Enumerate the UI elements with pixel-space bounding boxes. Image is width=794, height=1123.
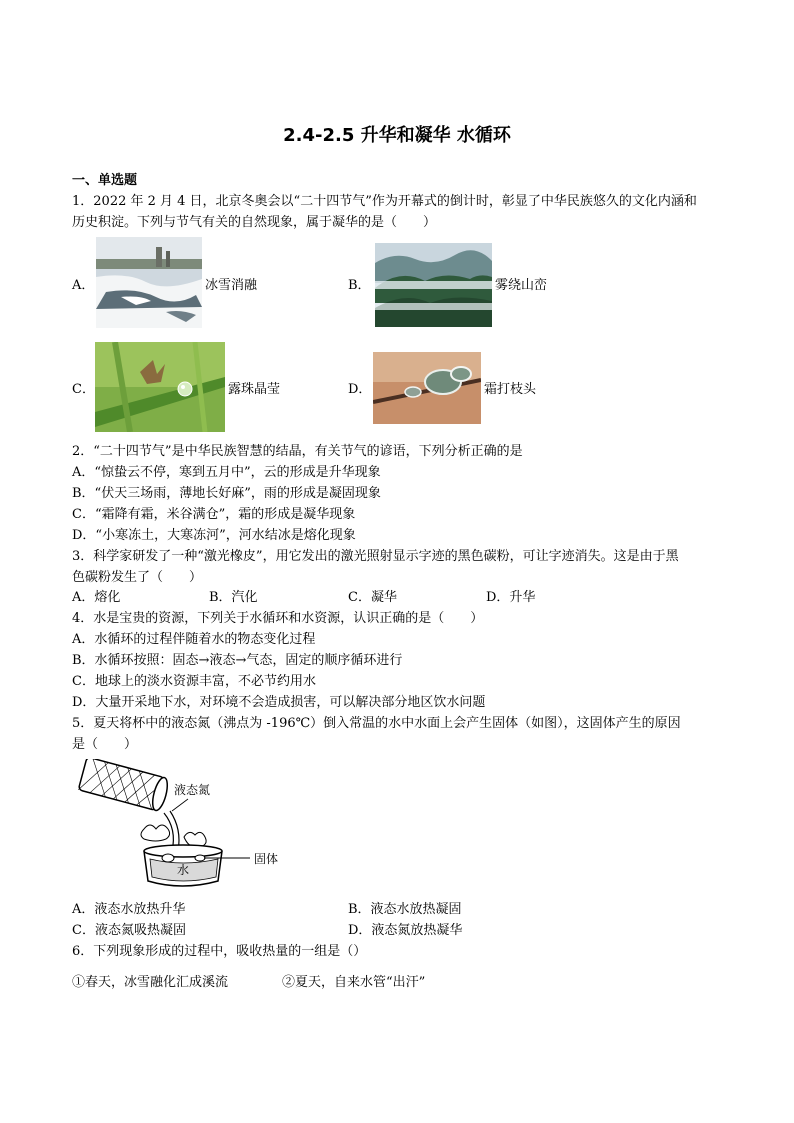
- q1-option-a-letter[interactable]: A．: [72, 278, 95, 293]
- q3-option-c[interactable]: C．凝华: [348, 590, 397, 605]
- q1-option-b-image: [375, 243, 492, 327]
- q1-option-b-caption: 雾绕山峦: [495, 278, 548, 293]
- q6-stem: 6．下列现象形成的过程中，吸收热量的一组是（）: [72, 944, 367, 959]
- q3-option-b[interactable]: B．汽化: [209, 590, 258, 605]
- q3-stem-line1: 3．科学家研发了一种“激光橡皮”，用它发出的激光照射显示字迹的黑色碳粉，可让字迹消失。这是由于黑: [72, 549, 679, 564]
- section-heading: 一、单选题: [72, 173, 138, 188]
- q1-stem-line2: 历史积淀。下列与节气有关的自然现象，属于凝华的是（ ）: [72, 215, 437, 230]
- q6-item-1: ①春天，冰雪融化汇成溪流: [72, 975, 229, 990]
- q5-figure-label-solid: 固体: [254, 852, 279, 866]
- q3-option-d[interactable]: D．升华: [486, 590, 536, 605]
- q2-option-a[interactable]: A．“惊蛰云不停，寒到五月中”，云的形成是升华现象: [72, 465, 381, 480]
- q6-item-2: ②夏天，自来水管“出汗”: [282, 975, 426, 990]
- q1-option-a-caption: 冰雪消融: [205, 278, 258, 293]
- q1-option-c-caption: 露珠晶莹: [228, 382, 281, 397]
- q5-option-c[interactable]: C．液态氮吸热凝固: [72, 923, 186, 938]
- q1-option-a-image: [96, 237, 202, 328]
- q5-figure: [72, 759, 292, 894]
- q1-option-c-letter[interactable]: C．: [72, 382, 95, 397]
- q1-option-d-caption: 霜打枝头: [484, 382, 537, 397]
- q2-option-d[interactable]: D．“小寒冻土，大寒冻河”，河水结冰是熔化现象: [72, 528, 356, 543]
- q4-option-d[interactable]: D．大量开采地下水，对环境不会造成损害，可以解决部分地区饮水问题: [72, 695, 486, 710]
- q5-stem-line1: 5．夏天将杯中的液态氮（沸点为 -196℃）倒入常温的水中水面上会产生固体（如图），这固体产生的原因: [72, 716, 681, 731]
- q2-stem: 2．“二十四节气”是中华民族智慧的结晶，有关节气的谚语，下列分析正确的是: [72, 444, 523, 459]
- q1-option-d-letter[interactable]: D．: [348, 382, 372, 397]
- q5-figure-label-water: 水: [177, 863, 190, 877]
- q2-option-c[interactable]: C．“霜降有霜，米谷满仓”，霜的形成是凝华现象: [72, 507, 356, 522]
- q4-option-b[interactable]: B．水循环按照：固态→液态→气态，固定的顺序循环进行: [72, 653, 403, 668]
- q5-option-a[interactable]: A．液态水放热升华: [72, 902, 186, 917]
- q5-option-b[interactable]: B．液态水放热凝固: [348, 902, 462, 917]
- q5-option-d[interactable]: D．液态氮放热凝华: [348, 923, 463, 938]
- q5-stem-line2: 是（ ）: [72, 737, 138, 752]
- q4-option-a[interactable]: A．水循环的过程伴随着水的物态变化过程: [72, 632, 316, 647]
- page-title: 2.4-2.5 升华和凝华 水循环: [283, 125, 511, 146]
- q1-option-d-image: [373, 352, 481, 424]
- q5-figure-label-nitrogen: 液态氮: [174, 783, 211, 797]
- q3-option-a[interactable]: A．熔化: [72, 590, 121, 605]
- q3-stem-line2: 色碳粉发生了（ ）: [72, 570, 203, 585]
- q1-option-b-letter[interactable]: B．: [348, 278, 371, 293]
- q2-option-b[interactable]: B．“伏天三场雨，薄地长好麻”，雨的形成是凝固现象: [72, 486, 381, 501]
- q4-option-c[interactable]: C．地球上的淡水资源丰富，不必节约用水: [72, 674, 316, 689]
- q1-option-c-image: [95, 342, 225, 432]
- q1-stem-line1: 1．2022 年 2 月 4 日，北京冬奥会以“二十四节气”作为开幕式的倒计时，彰显了中华民族悠久的文化内涵和: [72, 194, 697, 209]
- q4-stem: 4．水是宝贵的资源，下列关于水循环和水资源，认识正确的是（ ）: [72, 611, 484, 626]
